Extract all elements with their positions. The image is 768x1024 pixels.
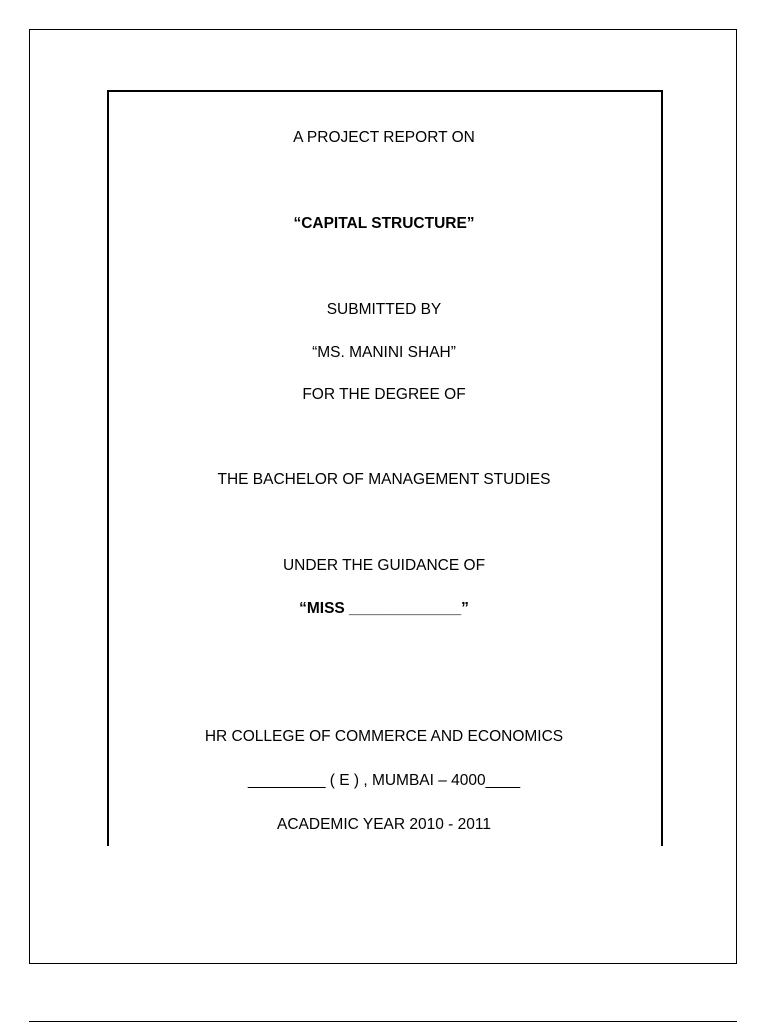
submitted-by-label: SUBMITTED BY [326,301,442,318]
page-separator [29,1021,737,1022]
degree-label: FOR THE DEGREE OF [302,386,466,403]
college-name: HR COLLEGE OF COMMERCE AND ECONOMICS [204,728,564,745]
college-address: _________ ( E ) , MUMBAI – 4000____ [247,772,521,789]
degree-name: THE BACHELOR OF MANAGEMENT STUDIES [217,471,551,488]
guidance-label: UNDER THE GUIDANCE OF [282,557,486,574]
report-title: “CAPITAL STRUCTURE” [293,215,475,232]
student-name: “MS. MANINI SHAH” [312,344,456,361]
academic-year: ACADEMIC YEAR 2010 - 2011 [277,816,491,833]
guide-name: “MISS _____________” [299,600,469,617]
report-heading: A PROJECT REPORT ON [293,129,475,146]
